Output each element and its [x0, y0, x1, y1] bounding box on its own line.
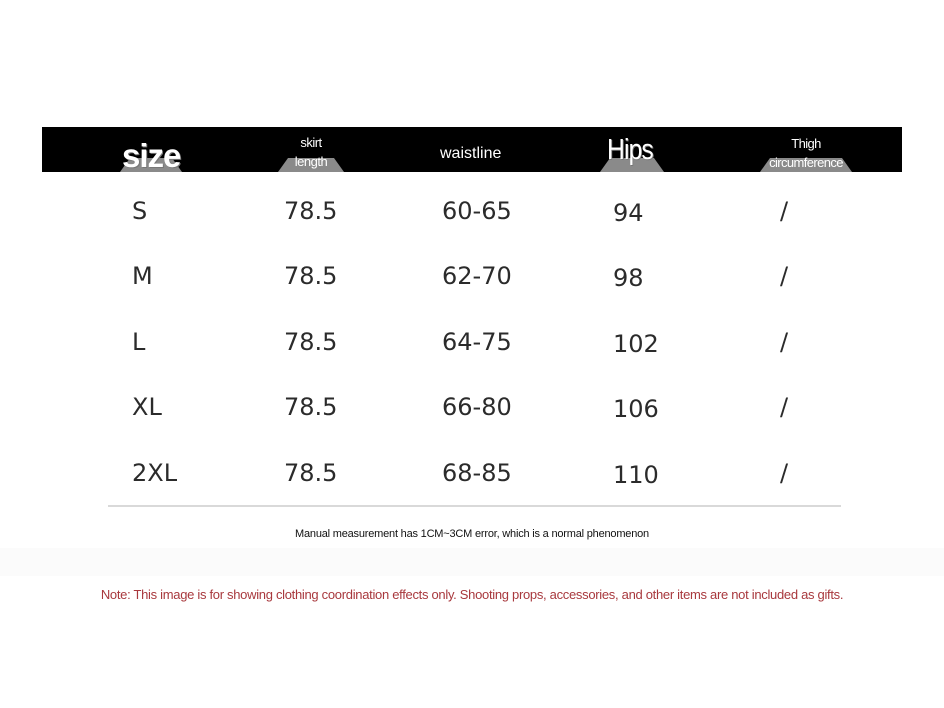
cell-thigh: / — [780, 393, 789, 421]
cell-hips: 102 — [613, 330, 659, 358]
header-thigh-line1: Thigh — [791, 136, 821, 151]
header-size: size — [122, 137, 181, 174]
cell-waistline: 60-65 — [442, 197, 512, 225]
cell-skirt-length: 78.5 — [284, 197, 338, 225]
cell-thigh: / — [780, 262, 789, 290]
cell-hips: 106 — [613, 395, 659, 423]
header-thigh-line2: circumference — [769, 155, 843, 170]
cell-skirt-length: 78.5 — [284, 328, 338, 356]
cell-skirt-length: 78.5 — [284, 393, 338, 421]
cell-thigh: / — [780, 197, 789, 225]
cell-waistline: 64-75 — [442, 328, 512, 356]
header-skirt-length-line1: skirt — [300, 135, 322, 150]
cell-waistline: 68-85 — [442, 459, 512, 487]
header-waistline: waistline — [440, 145, 502, 162]
cell-waistline: 62-70 — [442, 262, 512, 290]
cell-size: XL — [132, 393, 162, 421]
header-hips: Hips — [607, 134, 653, 166]
cell-size: 2XL — [132, 459, 178, 487]
header-skirt-length — [282, 133, 340, 171]
cell-hips: 98 — [613, 264, 644, 292]
header-skirt-length-line2: length — [294, 154, 328, 169]
cell-size: M — [132, 262, 153, 290]
cell-hips: 110 — [613, 461, 659, 489]
measurement-note: Manual measurement has 1CM~3CM error, which is a normal phenomenon — [295, 528, 649, 540]
cell-waistline: 66-80 — [442, 393, 512, 421]
cell-size: L — [132, 328, 146, 356]
cell-skirt-length: 78.5 — [284, 262, 338, 290]
cell-skirt-length: 78.5 — [284, 459, 338, 487]
disclaimer-note: Note: This image is for showing clothing coordination effects only. Shooting props, accessories, and other items are not included as gifts. — [100, 587, 844, 602]
header-thigh-circumference — [762, 134, 850, 172]
cell-thigh: / — [780, 459, 789, 487]
note-band — [0, 548, 944, 576]
table-bottom-divider — [108, 505, 841, 507]
cell-size: S — [132, 197, 148, 225]
cell-hips: 94 — [613, 199, 644, 227]
cell-thigh: / — [780, 328, 789, 356]
